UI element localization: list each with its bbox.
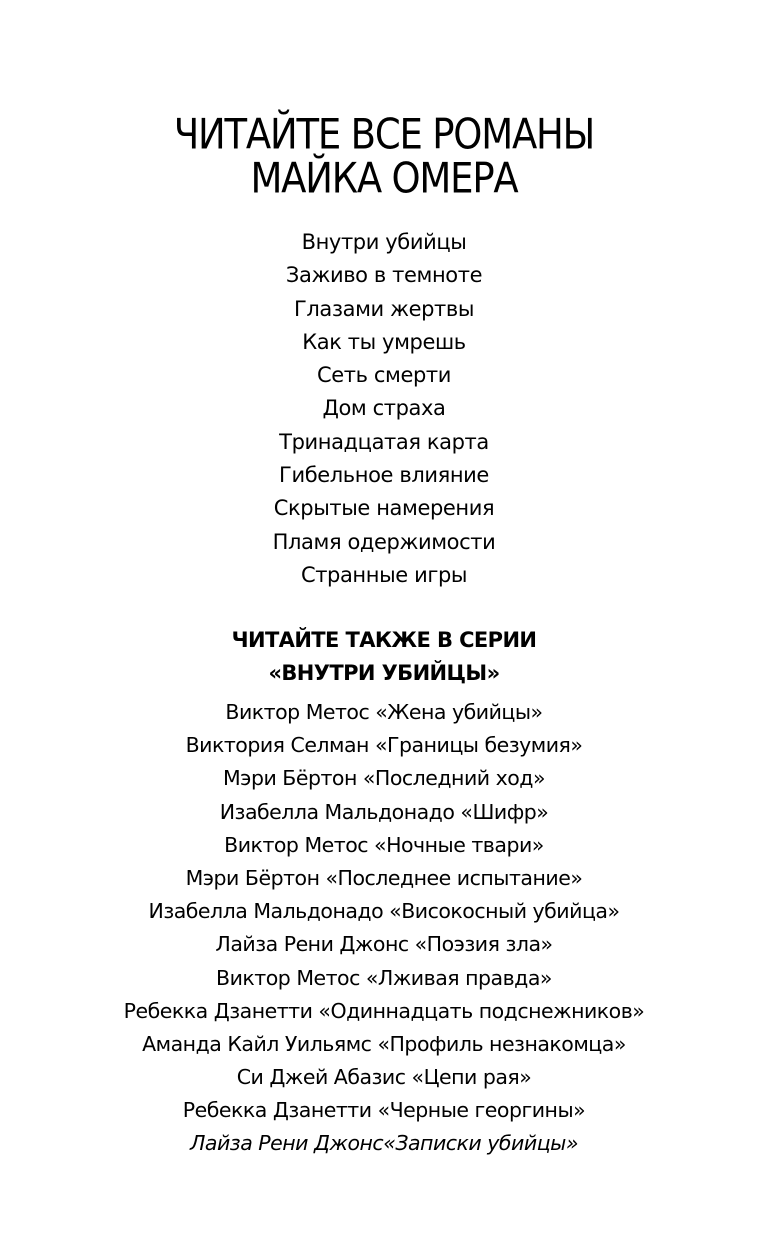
list-item: Скрытые намерения bbox=[273, 496, 495, 521]
list-item: Как ты умрешь bbox=[302, 329, 466, 354]
list-item: Виктория Селман «Границы безумия» bbox=[185, 733, 583, 758]
list-item: Сеть смерти bbox=[317, 363, 451, 388]
series-title-line-2: «ВНУТРИ УБИЙЦЫ» bbox=[268, 661, 500, 685]
list-item: Мэри Бёртон «Последний ход» bbox=[223, 766, 545, 791]
list-item: Изабелла Мальдонадо «Високосный убийца» bbox=[148, 899, 620, 924]
list-item: Ребекка Дзанетти «Одиннадцать подснежников» bbox=[123, 998, 645, 1023]
list-item: Изабелла Мальдонадо «Шифр» bbox=[219, 799, 549, 824]
list-item: Си Джей Абазис «Цепи рая» bbox=[236, 1065, 532, 1090]
list-item: Странные игры bbox=[300, 562, 468, 587]
list-item: Тринадцатая карта bbox=[279, 429, 489, 454]
main-title-line-2: МАЙКА ОМЕРА bbox=[250, 154, 518, 203]
series-title-line-1: ЧИТАЙТЕ ТАКЖЕ В СЕРИИ bbox=[231, 628, 537, 652]
list-item: Пламя одержимости bbox=[272, 529, 496, 554]
list-item: Внутри убийцы bbox=[301, 230, 467, 254]
series-book-list bbox=[0, 696, 768, 1161]
list-item: Лайза Рени Джонс«Записки убийцы» bbox=[190, 1131, 578, 1156]
list-item: Мэри Бёртон «Последнее испытание» bbox=[185, 865, 583, 890]
list-item: Виктор Метос «Ночные твари» bbox=[224, 832, 544, 857]
list-item: Аманда Кайл Уильямс «Профиль незнакомца» bbox=[142, 1031, 626, 1056]
list-item: Гибельное влияние bbox=[279, 463, 489, 488]
omer-book-list bbox=[0, 226, 768, 592]
list-item: Заживо в темноте bbox=[285, 263, 483, 288]
list-item: Виктор Метос «Лживая правда» bbox=[216, 965, 552, 990]
list-item: Дом страха bbox=[322, 396, 446, 421]
main-title-line-1: ЧИТАЙТЕ ВСЕ РОМАНЫ bbox=[173, 110, 595, 159]
list-item: Глазами жертвы bbox=[293, 296, 475, 321]
list-item: Виктор Метос «Жена убийцы» bbox=[225, 700, 543, 724]
list-item: Ребекка Дзанетти «Черные георгины» bbox=[182, 1098, 586, 1123]
list-item: Лайза Рени Джонс «Поэзия зла» bbox=[215, 932, 553, 957]
